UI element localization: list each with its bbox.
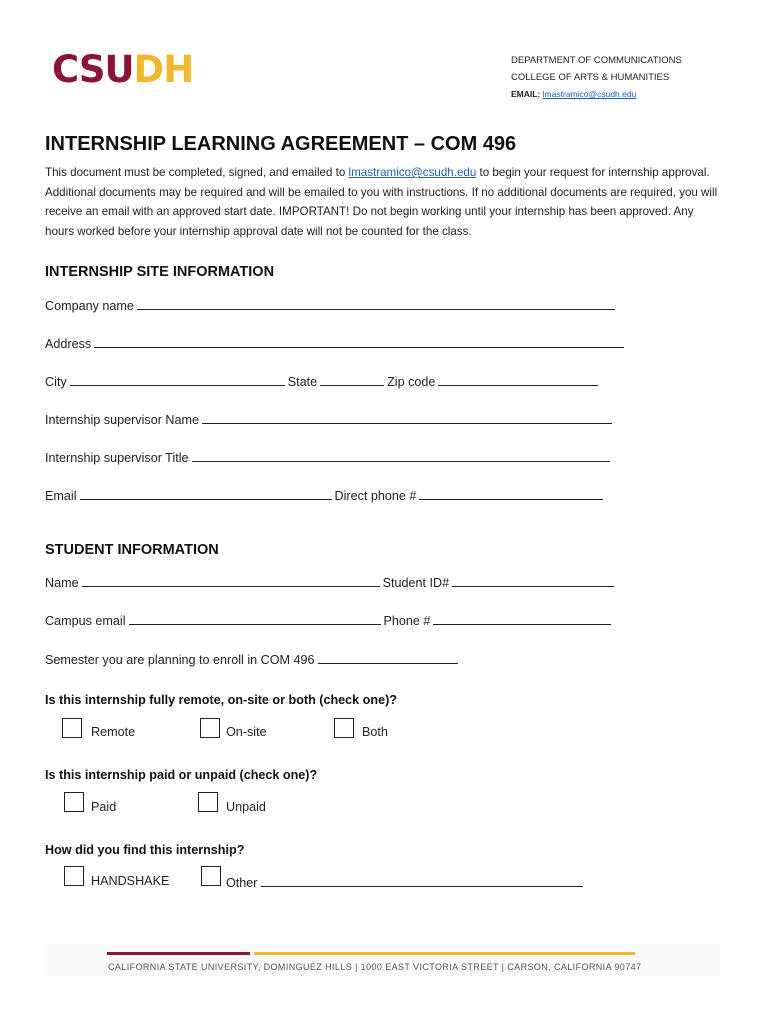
- semester-row: [45, 651, 461, 667]
- department-block: [511, 52, 682, 103]
- checkbox-onsite[interactable]: [200, 718, 220, 743]
- checkbox-handshake[interactable]: [64, 866, 84, 891]
- both-label: Both: [362, 725, 388, 739]
- state-field[interactable]: [320, 373, 384, 386]
- address-label: Address: [45, 337, 92, 351]
- site-email-label: Email: [45, 489, 77, 503]
- campus-email-label: Campus email: [45, 614, 126, 628]
- unpaid-checkbox[interactable]: [198, 792, 218, 812]
- student-id-field[interactable]: [452, 574, 614, 587]
- csudh-logo: CSUDH: [52, 48, 194, 91]
- address-row: [45, 335, 627, 351]
- email-phone-row: [45, 487, 606, 503]
- other-row: [226, 874, 586, 890]
- both-checkbox[interactable]: [334, 718, 354, 738]
- onsite-checkbox[interactable]: [200, 718, 220, 738]
- student-name-label: Name: [45, 576, 79, 590]
- college-line: COLLEGE OF ARTS & HUMANITIES: [511, 72, 670, 83]
- checkbox-unpaid[interactable]: [198, 792, 218, 817]
- email-line: [511, 86, 682, 103]
- company-name-label: Company name: [45, 299, 134, 313]
- semester-field[interactable]: [318, 651, 458, 664]
- find-question: How did you find this internship?: [45, 843, 245, 857]
- paid-label: Paid: [91, 800, 117, 814]
- direct-phone-label: Direct phone #: [334, 489, 417, 503]
- footer-gold-rule: [254, 952, 635, 955]
- supervisor-title-label: Internship supervisor Title: [45, 451, 189, 465]
- student-phone-field[interactable]: [433, 612, 611, 625]
- supervisor-name-field[interactable]: [202, 411, 612, 424]
- intro-email-link[interactable]: lmastramico@csudh.edu: [348, 166, 477, 179]
- site-info-heading: INTERNSHIP SITE INFORMATION: [45, 264, 275, 280]
- footer-maroon-rule: [107, 952, 250, 955]
- name-id-row: [45, 574, 617, 590]
- checkbox-paid[interactable]: [64, 792, 84, 817]
- intro-paragraph: This document must be completed, signed, and emailed to lmastramico@csudh.edu to begin your request for internship approval. Additional documents may be required and will be emailed to you with instructions. If no additional documents are required, you will receive an email with an approved start date. IMPORTANT! Do not begin working until your internship has been approved. Any hours worked before your internship approval date will not be counted for the class.: [45, 166, 718, 238]
- site-email-field[interactable]: [80, 487, 332, 500]
- student-phone-label: Phone #: [383, 614, 431, 628]
- remote-label: Remote: [91, 725, 136, 739]
- supervisor-title-row: [45, 449, 613, 465]
- other-checkbox[interactable]: [201, 866, 221, 886]
- city-field[interactable]: [70, 373, 285, 386]
- location-question: Is this internship fully remote, on-site or both (check one)?: [45, 693, 397, 707]
- zip-label: Zip code: [387, 375, 436, 389]
- department-line: DEPARTMENT OF COMMUNICATIONS: [511, 55, 682, 66]
- header-email-link[interactable]: lmastramico@csudh.edu: [542, 89, 637, 99]
- campus-email-phone-row: [45, 612, 614, 628]
- state-label: State: [287, 375, 318, 389]
- company-name-row: [45, 297, 618, 313]
- student-info-heading: STUDENT INFORMATION: [45, 542, 219, 558]
- other-label: Other: [226, 876, 258, 890]
- checkbox-remote[interactable]: [62, 718, 82, 743]
- unpaid-label: Unpaid: [226, 800, 266, 814]
- remote-checkbox[interactable]: [62, 718, 82, 738]
- student-id-label: Student ID#: [382, 576, 450, 590]
- supervisor-title-field[interactable]: [192, 449, 610, 462]
- paid-question: Is this internship paid or unpaid (check one)?: [45, 768, 318, 782]
- email-label: EMAIL:: [511, 89, 541, 99]
- paid-checkbox[interactable]: [64, 792, 84, 812]
- supervisor-name-row: [45, 411, 615, 427]
- handshake-checkbox[interactable]: [64, 866, 84, 886]
- other-field[interactable]: [261, 874, 583, 887]
- footer-address: CALIFORNIA STATE UNIVERSITY, DOMINGUEZ HILLS | 1000 EAST VICTORIA STREET | CARSON, CALIFORNIA 90747: [108, 962, 642, 972]
- address-field[interactable]: [94, 335, 624, 348]
- handshake-label: HANDSHAKE: [91, 874, 170, 888]
- semester-label: Semester you are planning to enroll in COM 496: [45, 653, 315, 667]
- page-title: INTERNSHIP LEARNING AGREEMENT – COM 496: [45, 133, 517, 155]
- onsite-label: On-site: [226, 725, 267, 739]
- student-name-field[interactable]: [82, 574, 380, 587]
- supervisor-name-label: Internship supervisor Name: [45, 413, 199, 427]
- direct-phone-field[interactable]: [419, 487, 603, 500]
- checkbox-both[interactable]: [334, 718, 354, 743]
- checkbox-other[interactable]: [201, 866, 221, 891]
- zip-field[interactable]: [438, 373, 598, 386]
- city-label: City: [45, 375, 67, 389]
- company-name-field[interactable]: [137, 297, 615, 310]
- city-state-zip-row: [45, 373, 601, 389]
- campus-email-field[interactable]: [129, 612, 381, 625]
